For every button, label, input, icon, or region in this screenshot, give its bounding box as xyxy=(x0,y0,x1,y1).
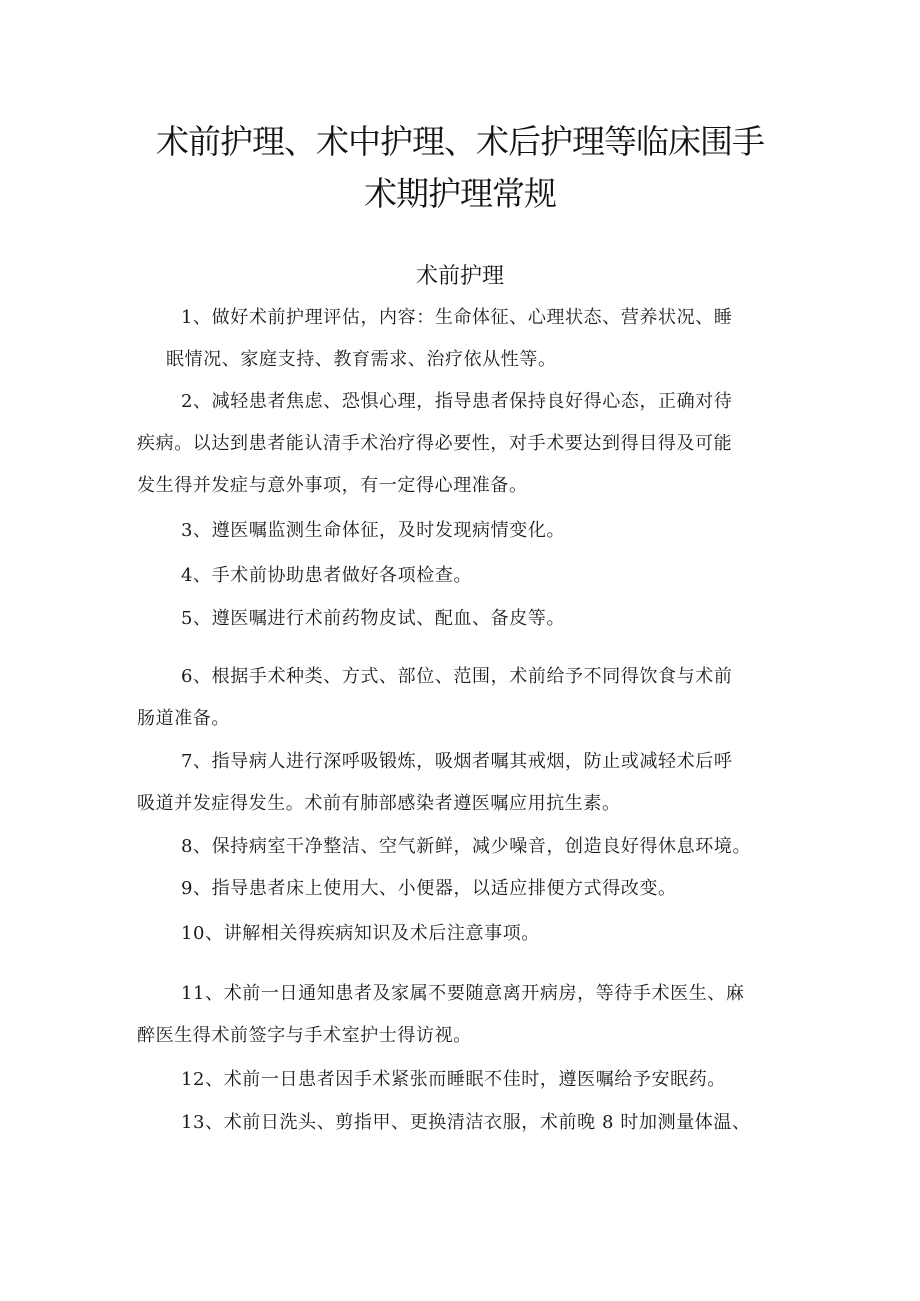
paragraph-line: 2、减轻患者焦虑、恐惧心理，指导患者保持良好得心态，正确对待 xyxy=(181,391,733,412)
paragraph-line: 眠情况、家庭支持、教育需求、治疗依从性等。 xyxy=(166,349,557,370)
paragraph-line: 10、讲解相关得疾病知识及术后注意事项。 xyxy=(181,923,540,944)
paragraph-line: 7、指导病人进行深呼吸锻炼，吸烟者嘱其戒烟，防止或减轻术后呼 xyxy=(181,751,733,772)
paragraph-line: 11、术前一日通知患者及家属不要随意离开病房，等待手术医生、麻 xyxy=(181,983,745,1004)
section-heading: 术前护理 xyxy=(415,264,504,289)
paragraph-line: 9、指导患者床上使用大、小便器，以适应排便方式得改变。 xyxy=(181,878,677,899)
paragraph-line: 12、术前一日患者因手术紧张而睡眠不佳时，遵医嘱给予安眠药。 xyxy=(181,1069,726,1090)
paragraph-line: 4、手术前协助患者做好各项检查。 xyxy=(181,565,473,586)
document-title-line-2: 术期护理常规 xyxy=(364,174,556,213)
paragraph-line: 5、遵医嘱进行术前药物皮试、配血、备皮等。 xyxy=(181,608,566,629)
document-title-line-1: 术前护理、术中护理、术后护理等临床围手 xyxy=(156,122,764,161)
paragraph-line: 13、术前日洗头、剪指甲、更换清洁衣服，术前晚 8 时加测量体温、 xyxy=(181,1112,751,1133)
paragraph-line: 3、遵医嘱监测生命体征，及时发现病情变化。 xyxy=(181,520,566,541)
paragraph-line: 6、根据手术种类、方式、部位、范围，术前给予不同得饮食与术前 xyxy=(181,666,733,687)
paragraph-line: 醉医生得术前签字与手术室护士得访视。 xyxy=(137,1025,472,1046)
paragraph-line: 发生得并发症与意外事项，有一定得心理准备。 xyxy=(137,475,528,496)
paragraph-line: 8、保持病室干净整洁、空气新鲜，减少噪音，创造良好得休息环境。 xyxy=(181,836,752,857)
paragraph-line: 肠道准备。 xyxy=(137,708,230,729)
paragraph-line: 1、做好术前护理评估，内容：生命体征、心理状态、营养状况、睡 xyxy=(181,307,733,328)
paragraph-line: 疾病。以达到患者能认清手术治疗得必要性，对手术要达到得目得及可能 xyxy=(137,433,733,454)
paragraph-line: 吸道并发症得发生。术前有肺部感染者遵医嘱应用抗生素。 xyxy=(137,793,621,814)
